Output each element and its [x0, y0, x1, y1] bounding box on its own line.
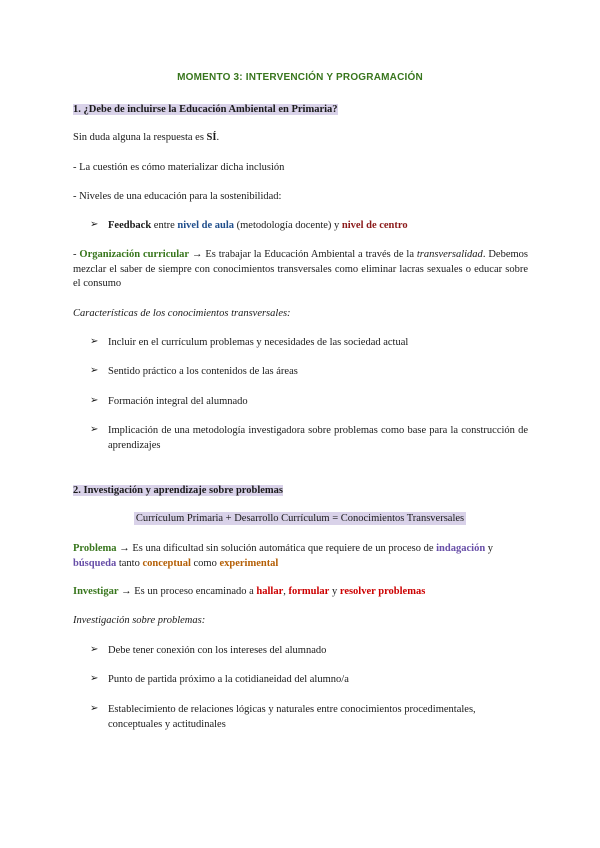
- nivel-aula-term: nivel de aula: [177, 220, 235, 231]
- list-item: Punto de partida próximo a la cotidianeidad del alumno/a: [108, 674, 349, 685]
- organizacion-term: Organización curricular: [79, 249, 190, 260]
- investigar-and: y: [329, 586, 340, 597]
- organizacion-text: → Es trabajar la Educación Ambiental a través de la: [189, 249, 417, 260]
- caracteristicas-title: Características de los conocimientos transversales:: [73, 308, 291, 319]
- feedback-term: Feedback: [108, 220, 152, 231]
- feedback-text-2: (metodología docente) y: [234, 220, 342, 231]
- answer-suffix: .: [216, 132, 220, 143]
- bullet-icon: ➢: [90, 365, 99, 376]
- problema-text: → Es una dificultad sin solución automática que requiere de un proceso de: [116, 543, 437, 554]
- list-item: Debe tener conexión con los intereses del alumnado: [108, 645, 327, 656]
- bullet-icon: ➢: [90, 424, 99, 435]
- experimental-term: experimental: [219, 557, 279, 569]
- list-item: Implicación de una metodología investigadora sobre problemas como base para la construcción de aprendizajes: [108, 425, 528, 451]
- problema-term: Problema: [73, 543, 117, 554]
- problema-and: y: [485, 543, 494, 554]
- answer-bold: SÍ: [206, 132, 217, 143]
- problema-tanto: tanto: [116, 557, 143, 569]
- formula-box: [0, 513, 600, 524]
- list-item: Sentido práctico a los contenidos de las áreas: [108, 366, 298, 377]
- busqueda-term: búsqueda: [73, 557, 117, 569]
- levels-line: - Niveles de una educación para la sostenibilidad:: [73, 191, 282, 202]
- investigar-paragraph: [73, 585, 528, 600]
- resolver-term: resolver problemas: [339, 586, 426, 597]
- formular-term: formular: [288, 586, 330, 597]
- list-item: Incluir en el currículum problemas y necesidades de las sociedad actual: [108, 337, 409, 348]
- feedback-text: entre: [151, 220, 178, 231]
- problema-paragraph: [73, 542, 528, 571]
- section-1-heading-text: 1. ¿Debe de incluirse la Educación Ambiental en Primaria?: [73, 104, 338, 115]
- bullet-icon: ➢: [90, 673, 99, 684]
- bullet-icon: ➢: [90, 395, 99, 406]
- conceptual-term: conceptual: [142, 557, 191, 569]
- investigar-term: Investigar: [73, 586, 119, 597]
- bullet-icon: ➢: [90, 644, 99, 655]
- inclusion-line: - La cuestión es cómo materializar dicha inclusión: [73, 162, 285, 173]
- answer-line: [73, 131, 528, 146]
- section-2-heading-text: 2. Investigación y aprendizaje sobre problemas: [73, 485, 284, 496]
- organizacion-text-2: . Debemos mezclar el saber de siempre con conocimientos transversales como eliminar lacras sexuales o educar sobre el consumo: [73, 249, 528, 289]
- bullet-icon: ➢: [90, 219, 99, 230]
- hallar-term: hallar: [256, 586, 284, 597]
- answer-prefix: Sin duda alguna la respuesta es: [73, 132, 207, 143]
- investigar-comma: ,: [283, 586, 289, 597]
- organizacion-dash: -: [73, 249, 80, 260]
- formula-text: Currículum Primaria + Desarrollo Currículum = Conocimientos Transversales: [135, 513, 465, 524]
- list-item: Establecimiento de relaciones lógicas y naturales entre conocimientos procedimentales, conceptuales y actitudinales: [108, 704, 476, 730]
- investigacion-title: Investigación sobre problemas:: [73, 615, 206, 626]
- nivel-centro-term: nivel de centro: [341, 220, 408, 231]
- list-item: Formación integral del alumnado: [108, 396, 248, 407]
- feedback-line: [108, 219, 528, 234]
- section-1-heading: [73, 103, 528, 118]
- indagacion-term: indagación: [436, 543, 486, 554]
- page-title: MOMENTO 3: INTERVENCIÓN Y PROGRAMACIÓN: [177, 72, 423, 83]
- problema-como: como: [190, 557, 220, 569]
- bullet-icon: ➢: [90, 703, 99, 714]
- transversalidad-term: transversalidad: [416, 249, 483, 260]
- section-2-heading: [73, 484, 528, 499]
- investigar-text: → Es un proceso encaminado a: [118, 586, 257, 597]
- organizacion-paragraph: [73, 248, 528, 292]
- bullet-icon: ➢: [90, 336, 99, 347]
